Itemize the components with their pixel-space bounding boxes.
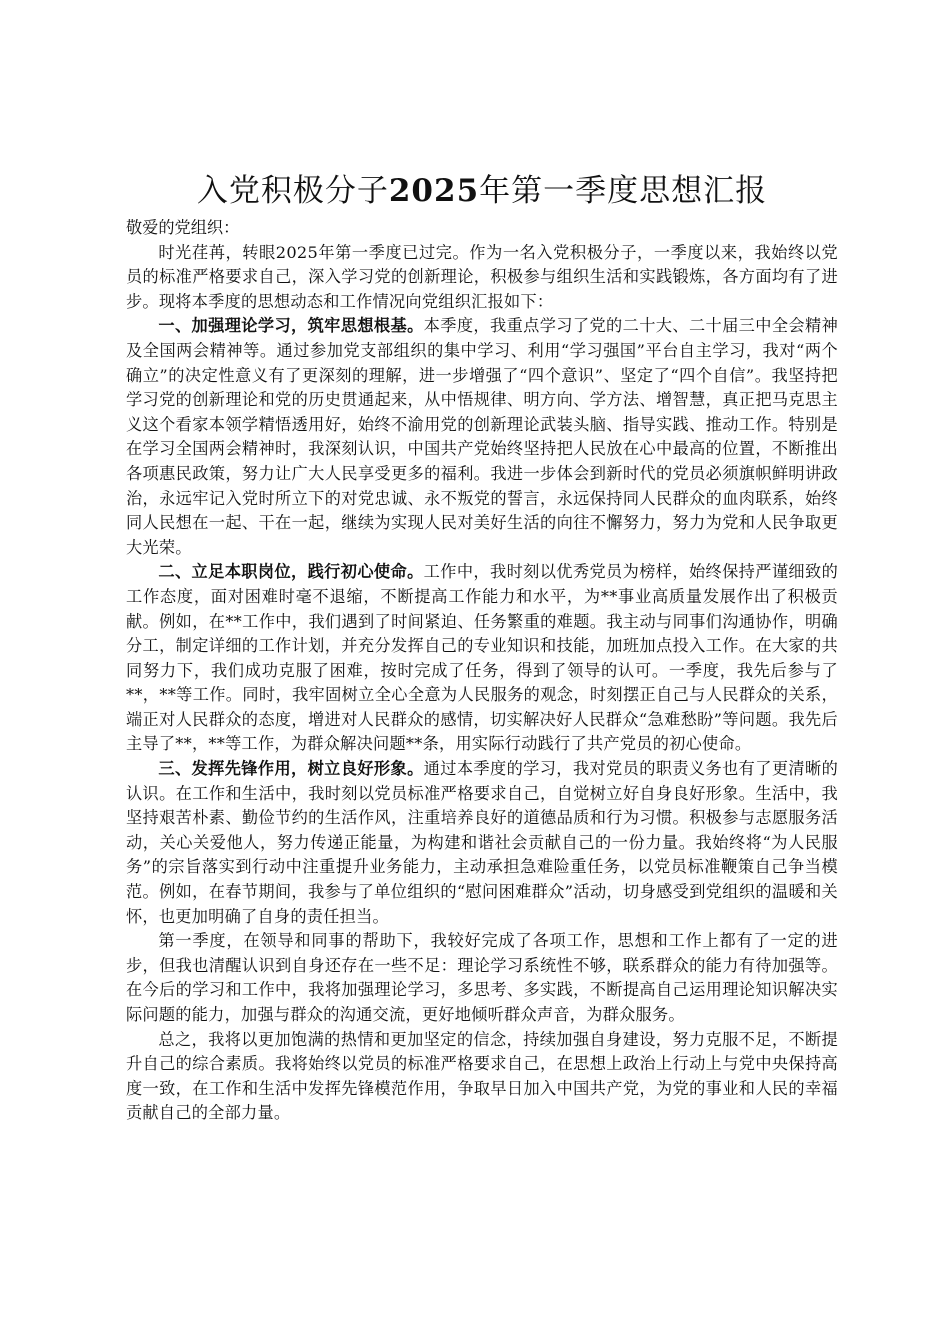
section-body-2: 工作中，我时刻以优秀党员为榜样，始终保持严谨细致的工作态度，面对困难时毫不退缩，不断提高工作能力和水平，为**事业高质量发展作出了积极贡献。例如，在**工作中，我们遇到了时间紧迫、任务繁重的难题。我主动与同事们沟通协作，明确分工，制定详细的工作计划，并充分发挥自己的专业知识和技能，加班加点投入工作。在大家的共同努力下，我们成功克服了困难，按时完成了任务，得到了领导的认可。一季度，我先后参与了**，**等工作。同时，我牢固树立全心全意为人民服务的观念，时刻摆正自己与人民群众的关系，端正对人民群众的态度，增进对人民群众的感情，切实解决好人民群众“急难愁盼”等问题。我先后主导了**，**等工作，为群众解决问题**条，用实际行动践行了共产党员的初心使命。 <box>126 562 839 754</box>
section-body-3: 通过本季度的学习，我对党员的职责义务也有了更清晰的认识。在工作和生活中，我时刻以党员标准严格要求自己，自觉树立好自身良好形象。生活中，我坚持艰苦朴素、勤俭节约的生活作风，注重培养良好的道德品质和行为习惯。积极参与志愿服务活动，关心关爱他人，努力传递正能量，为构建和谐社会贡献自己的一份力量。我始终将“为人民服务”的宗旨落实到行动中注重提升业务能力，主动承担急难险重任务，以党员标准鞭策自己争当模范。例如，在春节期间，我参与了单位组织的“慰问困难群众”活动，切身感受到党组织的温暖和关怀，也更加明确了自身的责任担当。 <box>126 759 839 926</box>
section-paragraph-3 <box>126 757 838 929</box>
document-title <box>126 168 838 214</box>
section-paragraph-2 <box>126 560 838 757</box>
salutation: 敬爱的党组织： <box>126 218 240 237</box>
section-heading-3: 三、发挥先锋作用，树立良好形象。 <box>158 759 424 779</box>
section-heading-2: 二、立足本职岗位，践行初心使命。 <box>158 562 424 582</box>
summary-paragraph: 第一季度，在领导和同事的帮助下，我较好完成了各项工作，思想和工作上都有了一定的进步，但我也清醒认识到自身还存在一些不足：理论学习系统性不够，联系群众的能力有待加强等。在今后的学习和工作中，我将加强理论学习，多思考、多实践，不断提高自己运用理论知识解决实际问题的能力，加强与群众的沟通交流，更好地倾听群众声音，为群众服务。 <box>126 931 838 1024</box>
section-body-1: 本季度，我重点学习了党的二十大、二十届三中全会精神及全国两会精神等。通过参加党支部组织的集中学习、利用“学习强国”平台自主学习，我对“两个确立”的决定性意义有了更深刻的理解，进一步增强了“四个意识”、坚定了“四个自信”。我坚持把学习党的创新理论和党的历史贯通起来，从中悟规律、明方向、学方法、增智慧，真正把马克思主义这个看家本领学精悟透用好，始终不渝用党的创新理论武装头脑、指导实践、推动工作。特别是在学习全国两会精神时，我深刻认识，中国共产党始终坚持把人民放在心中最高的位置，不断推出各项惠民政策，努力让广大人民享受更多的福利。我进一步体会到新时代的党员必须旗帜鲜明讲政治，永远牢记入党时所立下的对党忠诚、永不叛党的誓言，永远保持同人民群众的血肉联系，始终同人民想在一起、干在一起，继续为实现人民对美好生活的向往不懈努力，努力为党和人民争取更大光荣。 <box>126 316 839 557</box>
conclusion-paragraph: 总之，我将以更加饱满的热情和更加坚定的信念，持续加强自身建设，努力克服不足，不断提升自己的综合素质。我将始终以党员的标准严格要求自己，在思想上政治上行动上与党中央保持高度一致，在工作和生活中发挥先锋模范作用，争取早日加入中国共产党，为党的事业和人民的幸福贡献自己的全部力量。 <box>126 1029 838 1123</box>
intro-paragraph: 时光荏苒，转眼2025年第一季度已过完。作为一名入党积极分子，一季度以来，我始终以党员的标准严格要求自己，深入学习党的创新理论，积极参与组织生活和实践锻炼，各方面均有了进步。现将本季度的思想动态和工作情况向党组织汇报如下： <box>126 242 838 311</box>
title-prefix: 入党积极分子 <box>196 173 389 209</box>
title-year: 2025 <box>388 173 480 209</box>
section-paragraph-1 <box>126 314 838 560</box>
document-page <box>126 168 838 1126</box>
title-suffix: 年第一季度思想汇报 <box>479 173 768 209</box>
section-heading-1: 一、加强理论学习，筑牢思想根基。 <box>158 316 424 336</box>
